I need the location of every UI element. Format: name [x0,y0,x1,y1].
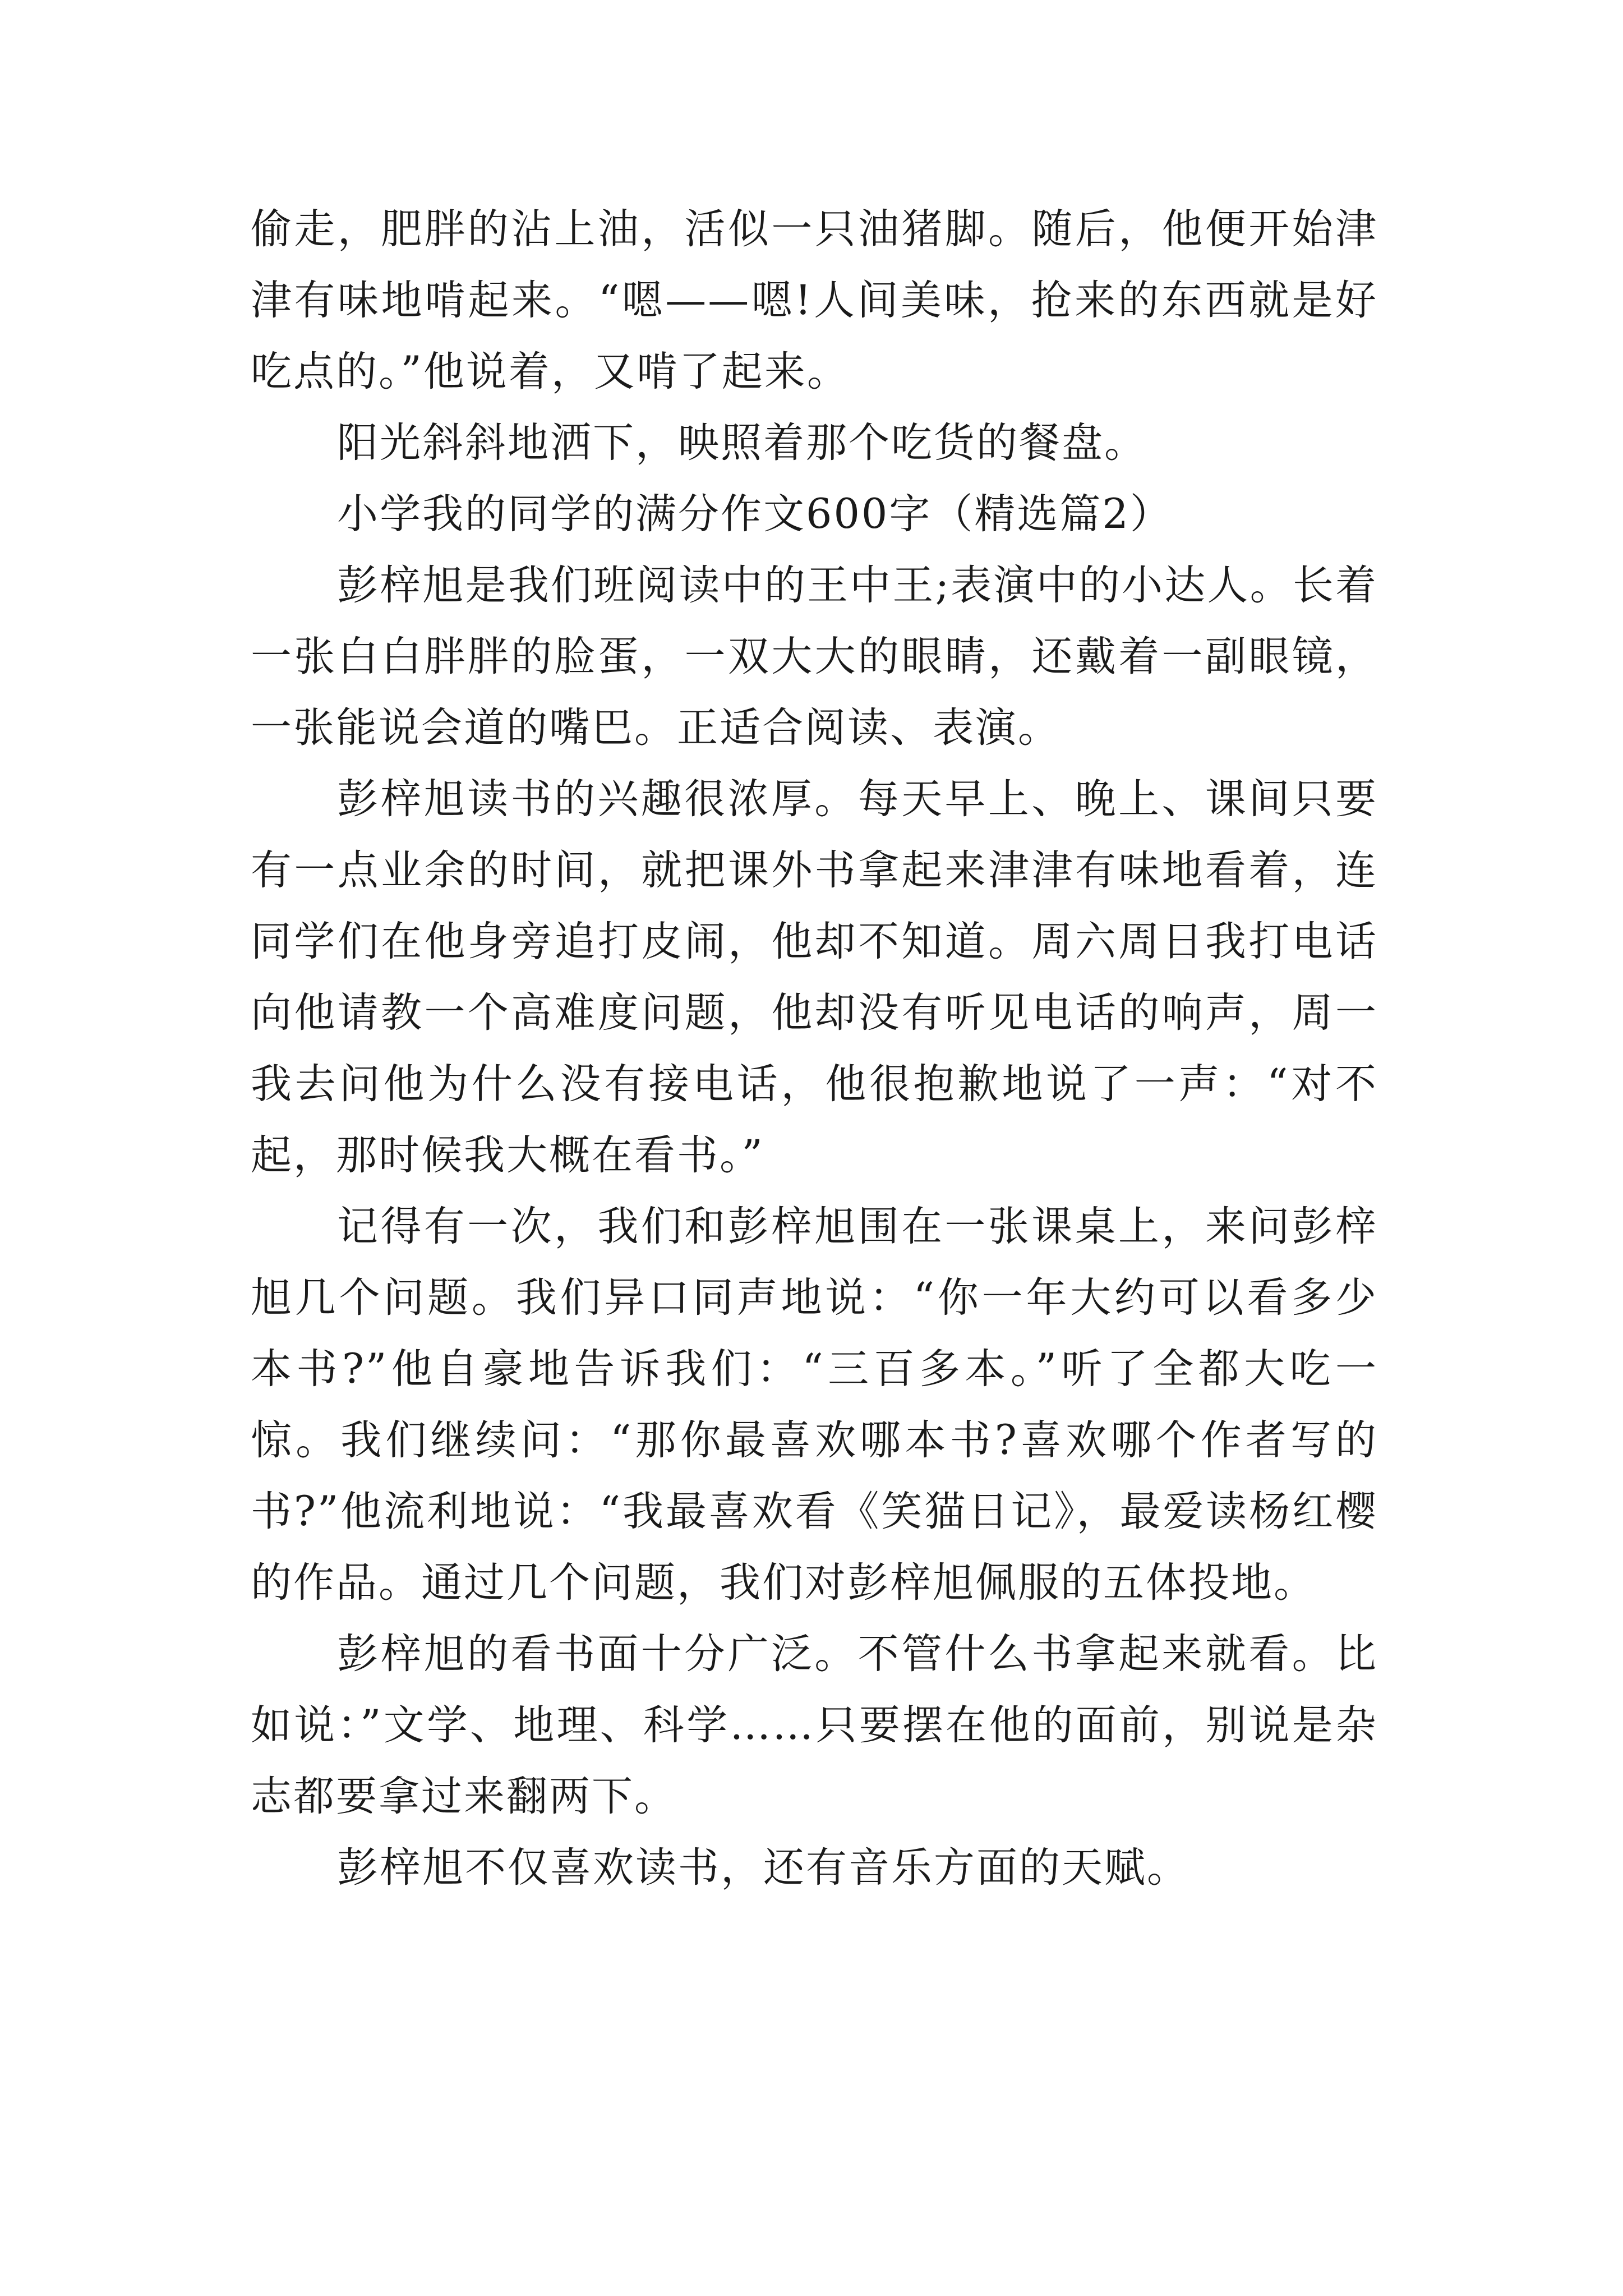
essay-body [251,194,1378,1903]
paragraph-3: 彭梓旭是我们班阅读中的王中王;表演中的小达人。长着一张白白胖胖的脸蛋，一双大大的眼睛，还戴着一副眼镜，一张能说会道的嘴巴。正适合阅读、表演。 [251,562,1378,752]
paragraph-4: 彭梓旭读书的兴趣很浓厚。每天早上、晚上、课间只要有一点业余的时间，就把课外书拿起来津津有味地看着，连同学们在他身旁追打皮闹，他却不知道。周六周日我打电话向他请教一个高难度问题，他却没有听见电话的响声，周一我去问他为什么没有接电话，他很抱歉地说了一声：“对不起，那时候我大概在看书。” [251,775,1378,1179]
paragraph-1: 偷走，肥胖的沾上油，活似一只油猪脚。随后，他便开始津津有味地啃起来。“嗯——嗯!人间美味，抢来的东西就是好吃点的。”他说着，又啃了起来。 [251,205,1378,395]
paragraph-6: 彭梓旭的看书面十分广泛。不管什么书拿起来就看。比如说：”文学、地理、科学……只要摆在他的面前，别说是杂志都要拿过来翻两下。 [251,1630,1378,1820]
paragraph-2: 阳光斜斜地洒下，映照着那个吃货的餐盘。 [337,419,1147,467]
paragraph-7: 彭梓旭不仅喜欢读书，还有音乐方面的天赋。 [337,1844,1189,1892]
paragraph-5: 记得有一次，我们和彭梓旭围在一张课桌上，来问彭梓旭几个问题。我们异口同声地说：“你一年大约可以看多少本书?”他自豪地告诉我们：“三百多本。”听了全都大吃一惊。我们继续问：“那你最喜欢哪本书?喜欢哪个作者写的书?”他流利地说：“我最喜欢看《笑猫日记》，最爱读杨红樱的作品。通过几个问题，我们对彭梓旭佩服的五体投地。 [251,1203,1378,1607]
section-heading: 小学我的同学的满分作文600字（精选篇2） [337,490,1173,538]
